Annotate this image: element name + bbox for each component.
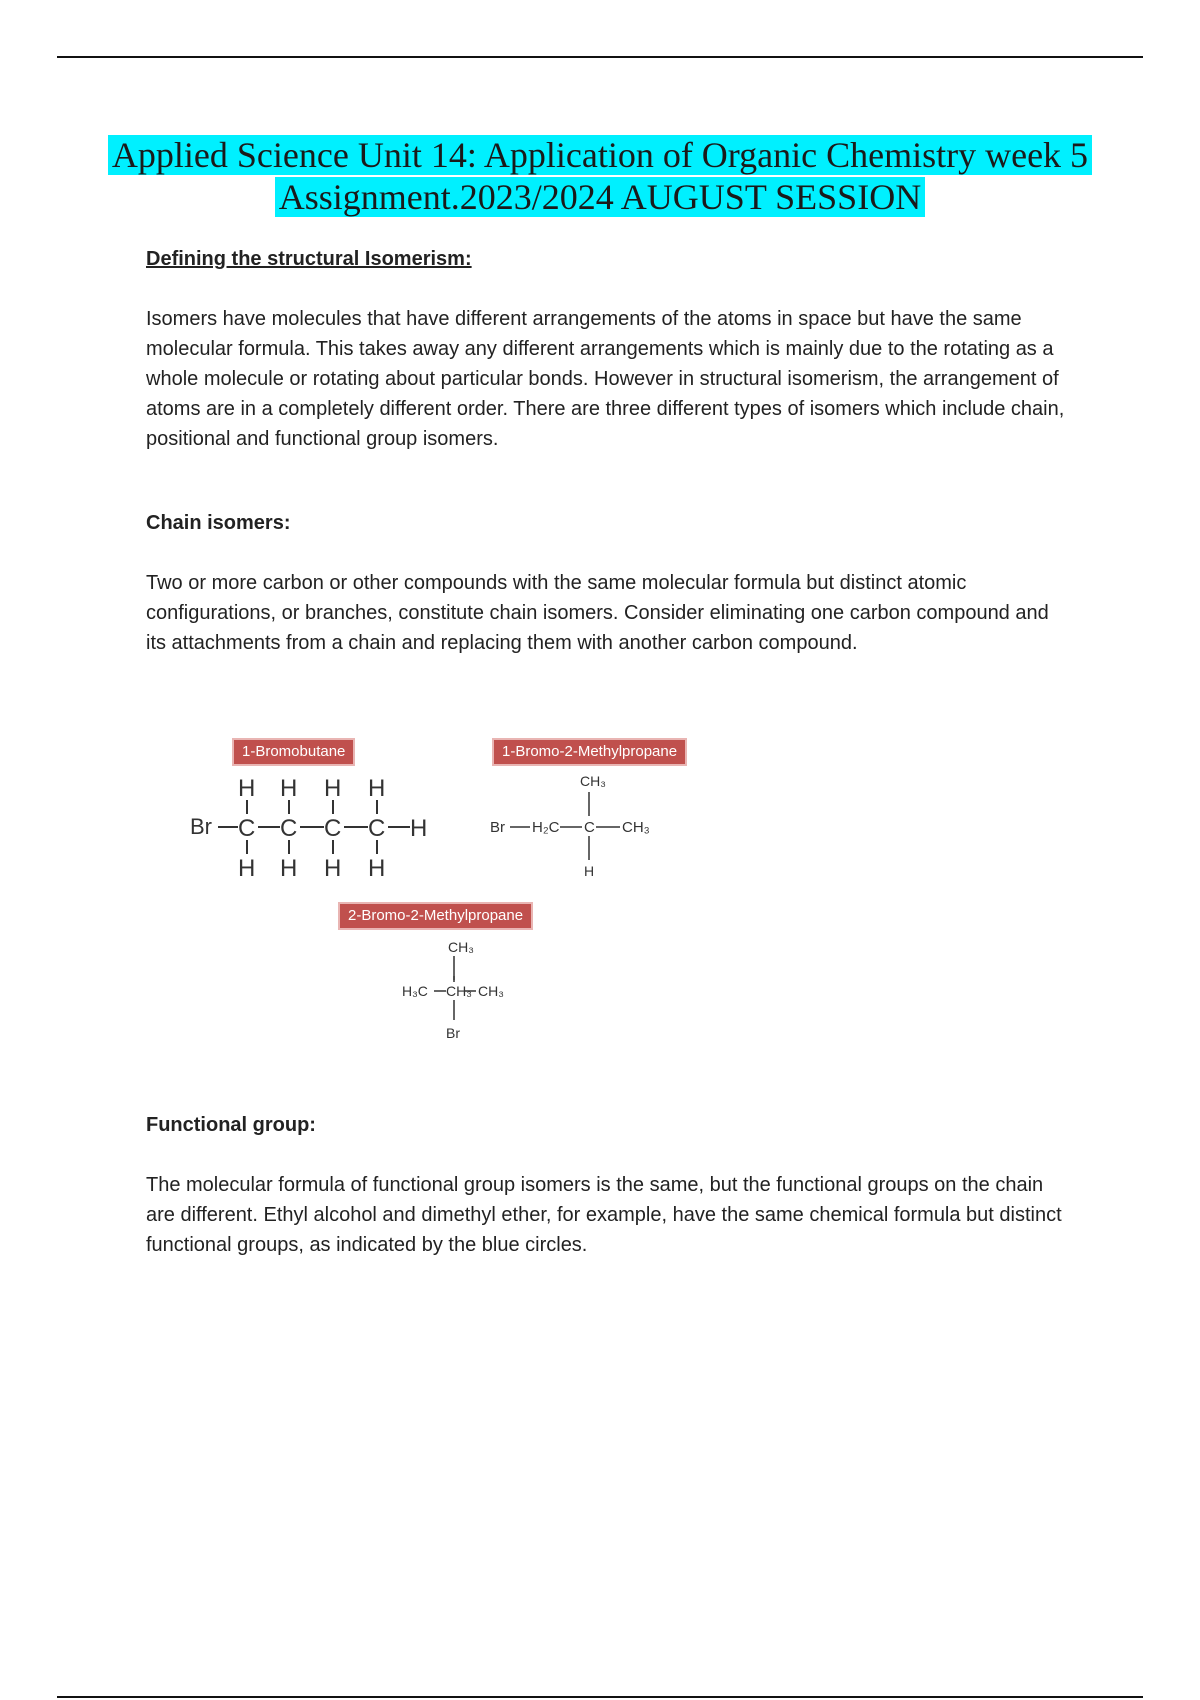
atom-c: C <box>280 815 298 842</box>
chain-isomers-figure <box>180 730 740 1060</box>
atom-c: C <box>238 815 256 842</box>
heading-chain-isomers: Chain isomers: <box>146 512 291 534</box>
atom-br: Br <box>490 819 505 836</box>
top-rule <box>57 56 1143 58</box>
label-1-bromo-2-methylpropane: 1-Bromo-2-Methylpropane <box>492 738 687 766</box>
paragraph-chain-isomers: Two or more carbon or other compounds with the same molecular formula but distinct atomic configurations, or branches, constitute chain isomers. Consider eliminating one carbon compound and its attachments from a chain and replacing them with another carbon compound. <box>146 572 1049 654</box>
title-line-1: Applied Science Unit 14: Application of Organic Chemistry week 5 <box>108 135 1092 175</box>
atom-h2c: H₂C <box>532 819 560 836</box>
title-line-2: Assignment.2023/2024 AUGUST SESSION <box>275 177 925 217</box>
atom-h: H <box>584 863 595 879</box>
bromo-2-methylpropane-structure <box>402 939 504 1041</box>
atom-h3c: H₃C <box>402 983 428 999</box>
atom-ch3: CH₃ <box>580 773 606 789</box>
paragraph-functional-group: The molecular formula of functional group isomers is the same, but the functional groups on the chain are different. Ethyl alcohol and dimethyl ether, for example, have the same chemical formula but distinct functional groups, as indicated by the blue circles. <box>146 1174 1062 1256</box>
label-1-bromobutane: 1-Bromobutane <box>232 738 355 766</box>
bottom-rule <box>57 1696 1143 1698</box>
atom-h: H <box>280 855 298 882</box>
atom-c: C <box>584 819 595 836</box>
document-title <box>0 134 1200 218</box>
heading-structural-isomerism: Defining the structural Isomerism: <box>146 248 472 270</box>
atom-ch3: CH₃ <box>622 819 650 836</box>
bromobutane-structure <box>190 775 427 882</box>
atom-c: C <box>324 815 342 842</box>
atom-h: H <box>238 855 256 882</box>
atom-h: H <box>280 775 298 802</box>
atom-h: H <box>324 855 342 882</box>
atom-ch3: CH₃ <box>448 939 474 955</box>
atom-h: H <box>238 775 256 802</box>
atom-c: C <box>368 815 386 842</box>
heading-functional-group: Functional group: <box>146 1114 316 1136</box>
atom-br: Br <box>446 1025 460 1041</box>
bromo-methylpropane-structure <box>490 773 650 879</box>
paragraph-structural-isomerism: Isomers have molecules that have different arrangements of the atoms in space but have the same molecular formula. This takes away any different arrangements which is mainly due to the rotating as a whole molecule or rotating about particular bonds. However in structural isomerism, the arrangement of atoms are in a completely different order. There are three different types of isomers which include chain, positional and functional group isomers. <box>146 308 1065 450</box>
atom-br: Br <box>190 814 212 839</box>
label-2-bromo-2-methylpropane: 2-Bromo-2-Methylpropane <box>338 902 533 930</box>
atom-ch3: CH₃ <box>446 983 472 999</box>
atom-h: H <box>410 815 428 842</box>
atom-ch3: CH₃ <box>478 983 504 999</box>
atom-h: H <box>368 775 386 802</box>
atom-h: H <box>324 775 342 802</box>
atom-h: H <box>368 855 386 882</box>
